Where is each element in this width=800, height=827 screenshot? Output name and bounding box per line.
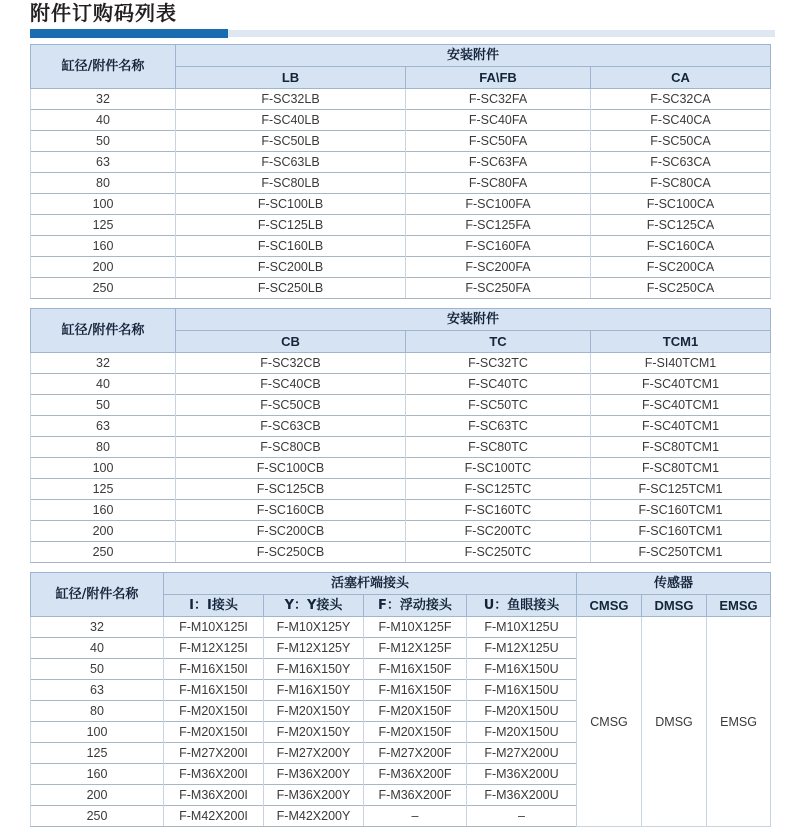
cell-bore-size: 32	[31, 353, 176, 374]
cell-order-code: F-SC200CB	[176, 521, 406, 542]
cell-order-code: F-SC160TCM1	[591, 521, 771, 542]
cell-bore-size: 63	[31, 416, 176, 437]
cell-bore-size: 50	[31, 395, 176, 416]
cell-order-code: F-M20X150F	[364, 701, 467, 722]
cell-bore-size: 125	[31, 479, 176, 500]
cell-order-code: F-SC250TCM1	[591, 542, 771, 563]
cell-order-code: F-SC125CA	[591, 215, 771, 236]
cell-order-code: F-M36X200F	[364, 785, 467, 806]
table-row	[31, 416, 771, 437]
column-group-header: 安装附件	[176, 45, 771, 67]
cell-order-code: F-SC100FA	[406, 194, 591, 215]
cell-order-code: F-M36X200Y	[264, 785, 364, 806]
column-header-lb: LB	[176, 67, 406, 89]
cell-order-code: F-SC40FA	[406, 110, 591, 131]
cell-order-code: F-M16X150F	[364, 659, 467, 680]
cell-order-code: F-SC40LB	[176, 110, 406, 131]
cell-bore-size: 80	[31, 701, 164, 722]
column-header-ca: CA	[591, 67, 771, 89]
cell-order-code: F-SC250FA	[406, 278, 591, 299]
cell-order-code: –	[467, 806, 577, 827]
cell-bore-size: 200	[31, 785, 164, 806]
table-row	[31, 479, 771, 500]
cell-order-code: F-SC40TC	[406, 374, 591, 395]
table-row	[31, 215, 771, 236]
cell-order-code: F-M27X200I	[164, 743, 264, 764]
column-header-joint-y: Y：Y接头	[264, 595, 364, 617]
cell-order-code: F-SC250LB	[176, 278, 406, 299]
table-row	[31, 500, 771, 521]
cell-bore-size: 63	[31, 152, 176, 173]
cell-bore-size: 80	[31, 173, 176, 194]
cell-order-code: F-M36X200I	[164, 785, 264, 806]
cell-order-code: F-M20X150I	[164, 722, 264, 743]
cell-bore-size: 160	[31, 500, 176, 521]
column-header-dmsg: DMSG	[642, 595, 707, 617]
cell-order-code: F-SC100LB	[176, 194, 406, 215]
cell-order-code: F-M10X125Y	[264, 617, 364, 638]
cell-order-code: F-M12X125U	[467, 638, 577, 659]
table-row	[31, 374, 771, 395]
table-spacer	[0, 299, 800, 308]
cell-order-code: F-SC125TC	[406, 479, 591, 500]
table-mounting-accessories-2	[30, 308, 771, 563]
cell-bore-size: 40	[31, 110, 176, 131]
cell-order-code: F-M16X150F	[364, 680, 467, 701]
cell-order-code: F-M16X150I	[164, 680, 264, 701]
cell-bore-size: 125	[31, 743, 164, 764]
cell-bore-size: 125	[31, 215, 176, 236]
cell-order-code: F-M20X150U	[467, 701, 577, 722]
cell-order-code: F-M12X125Y	[264, 638, 364, 659]
table-row	[31, 236, 771, 257]
cell-order-code: F-M20X150U	[467, 722, 577, 743]
table-row	[31, 458, 771, 479]
cell-order-code: F-SC160LB	[176, 236, 406, 257]
cell-order-code: F-M20X150Y	[264, 701, 364, 722]
cell-order-code: F-M36X200I	[164, 764, 264, 785]
cell-order-code: F-M36X200U	[467, 785, 577, 806]
cell-order-code: F-SC250CB	[176, 542, 406, 563]
cell-sensor-dmsg: DMSG	[642, 617, 707, 827]
cell-order-code: F-M12X125I	[164, 638, 264, 659]
cell-order-code: F-SC200CA	[591, 257, 771, 278]
table-body	[31, 353, 771, 563]
cell-order-code: F-SC200LB	[176, 257, 406, 278]
column-header-fa-fb: FA\FB	[406, 67, 591, 89]
cell-order-code: F-SC160TCM1	[591, 500, 771, 521]
cell-order-code: F-M16X150Y	[264, 659, 364, 680]
cell-order-code: F-SC40TCM1	[591, 374, 771, 395]
cell-order-code: F-M12X125F	[364, 638, 467, 659]
cell-order-code: F-M36X200F	[364, 764, 467, 785]
cell-order-code: F-M42X200I	[164, 806, 264, 827]
cell-order-code: F-SC32CA	[591, 89, 771, 110]
column-group-header-sensors: 传感器	[577, 573, 771, 595]
table-row	[31, 152, 771, 173]
column-header-joint-u: U：鱼眼接头	[467, 595, 577, 617]
cell-order-code: F-SC32LB	[176, 89, 406, 110]
cell-bore-size: 250	[31, 542, 176, 563]
cell-order-code: F-SC160CA	[591, 236, 771, 257]
cell-order-code: F-SC63TC	[406, 416, 591, 437]
table-rod-end-joints-and-sensors	[30, 572, 771, 827]
cell-order-code: F-SC63CA	[591, 152, 771, 173]
column-header-joint-f: F：浮动接头	[364, 595, 467, 617]
cell-order-code: F-SC50LB	[176, 131, 406, 152]
cell-order-code: F-M10X125U	[467, 617, 577, 638]
table-header-row	[31, 573, 771, 595]
cell-bore-size: 40	[31, 638, 164, 659]
cell-order-code: F-SC200TC	[406, 521, 591, 542]
cell-bore-size: 100	[31, 722, 164, 743]
cell-bore-size: 200	[31, 521, 176, 542]
table-row	[31, 278, 771, 299]
cell-order-code: F-SC40TCM1	[591, 395, 771, 416]
cell-order-code: F-SC63LB	[176, 152, 406, 173]
column-header-cb: CB	[176, 331, 406, 353]
table-body	[31, 617, 771, 827]
table-row	[31, 395, 771, 416]
table-row	[31, 194, 771, 215]
column-header-joint-i: I：I接头	[164, 595, 264, 617]
cell-order-code: F-M10X125F	[364, 617, 467, 638]
cell-order-code: F-SC32CB	[176, 353, 406, 374]
table-row	[31, 617, 771, 638]
cell-bore-size: 50	[31, 659, 164, 680]
cell-order-code: F-SC100CB	[176, 458, 406, 479]
cell-order-code: F-SC80FA	[406, 173, 591, 194]
table-mounting-accessories-1	[30, 44, 771, 299]
cell-order-code: F-M42X200Y	[264, 806, 364, 827]
cell-order-code: F-SC50CB	[176, 395, 406, 416]
cell-order-code: F-SC80TCM1	[591, 437, 771, 458]
cell-order-code: F-SC80LB	[176, 173, 406, 194]
table-row	[31, 542, 771, 563]
cell-order-code: F-M16X150Y	[264, 680, 364, 701]
cell-order-code: F-M27X200U	[467, 743, 577, 764]
column-header-tc: TC	[406, 331, 591, 353]
cell-sensor-emsg: EMSG	[707, 617, 771, 827]
cell-order-code: F-M36X200U	[467, 764, 577, 785]
cell-order-code: F-SC125LB	[176, 215, 406, 236]
cell-order-code: F-SC40CA	[591, 110, 771, 131]
table-row	[31, 353, 771, 374]
cell-order-code: F-M27X200F	[364, 743, 467, 764]
cell-order-code: –	[364, 806, 467, 827]
cell-bore-size: 160	[31, 236, 176, 257]
accent-blue-bar	[30, 29, 228, 38]
cell-bore-size: 250	[31, 806, 164, 827]
cell-order-code: F-SC160FA	[406, 236, 591, 257]
cell-bore-size: 100	[31, 458, 176, 479]
cell-bore-size: 100	[31, 194, 176, 215]
cell-order-code: F-M20X150F	[364, 722, 467, 743]
column-group-header: 安装附件	[176, 309, 771, 331]
column-header-cmsg: CMSG	[577, 595, 642, 617]
cell-bore-size: 32	[31, 617, 164, 638]
table-row	[31, 89, 771, 110]
cell-bore-size: 80	[31, 437, 176, 458]
cell-bore-size: 250	[31, 278, 176, 299]
cell-order-code: F-SC125CB	[176, 479, 406, 500]
cell-order-code: F-SC160CB	[176, 500, 406, 521]
table-row	[31, 110, 771, 131]
cell-order-code: F-SC50TC	[406, 395, 591, 416]
page-header	[0, 0, 800, 38]
cell-order-code: F-M10X125I	[164, 617, 264, 638]
cell-bore-size: 50	[31, 131, 176, 152]
cell-order-code: F-SC32TC	[406, 353, 591, 374]
cell-order-code: F-M16X150U	[467, 659, 577, 680]
cell-order-code: F-SC80TC	[406, 437, 591, 458]
cell-order-code: F-SC160TC	[406, 500, 591, 521]
cell-order-code: F-SC63FA	[406, 152, 591, 173]
table-row	[31, 257, 771, 278]
cell-order-code: F-SI40TCM1	[591, 353, 771, 374]
cell-order-code: F-M20X150I	[164, 701, 264, 722]
cell-bore-size: 160	[31, 764, 164, 785]
cell-order-code: F-SC63CB	[176, 416, 406, 437]
cell-order-code: F-SC40TCM1	[591, 416, 771, 437]
cell-order-code: F-SC80TCM1	[591, 458, 771, 479]
cell-order-code: F-SC80CB	[176, 437, 406, 458]
column-header-size: 缸径/附件名称	[31, 573, 164, 617]
cell-order-code: F-SC50FA	[406, 131, 591, 152]
cell-order-code: F-M20X150Y	[264, 722, 364, 743]
cell-order-code: F-SC200FA	[406, 257, 591, 278]
cell-order-code: F-M16X150U	[467, 680, 577, 701]
cell-order-code: F-SC100TC	[406, 458, 591, 479]
cell-order-code: F-SC32FA	[406, 89, 591, 110]
page-title: 附件订购码列表	[30, 1, 177, 25]
cell-bore-size: 63	[31, 680, 164, 701]
column-group-header-joints: 活塞杆端接头	[164, 573, 577, 595]
cell-order-code: F-M36X200Y	[264, 764, 364, 785]
table-row	[31, 437, 771, 458]
cell-bore-size: 40	[31, 374, 176, 395]
cell-order-code: F-SC250TC	[406, 542, 591, 563]
table-row	[31, 521, 771, 542]
table-header-row	[31, 45, 771, 67]
cell-order-code: F-M16X150I	[164, 659, 264, 680]
cell-order-code: F-SC100CA	[591, 194, 771, 215]
cell-sensor-cmsg: CMSG	[577, 617, 642, 827]
cell-order-code: F-SC125TCM1	[591, 479, 771, 500]
table-row	[31, 173, 771, 194]
column-header-size: 缸径/附件名称	[31, 309, 176, 353]
cell-order-code: F-SC250CA	[591, 278, 771, 299]
cell-bore-size: 32	[31, 89, 176, 110]
table-header-row	[31, 309, 771, 331]
table-row	[31, 131, 771, 152]
title-accent-rule	[30, 29, 775, 38]
column-header-tcm1: TCM1	[591, 331, 771, 353]
column-header-size: 缸径/附件名称	[31, 45, 176, 89]
cell-order-code: F-SC40CB	[176, 374, 406, 395]
column-header-emsg: EMSG	[707, 595, 771, 617]
cell-order-code: F-SC50CA	[591, 131, 771, 152]
cell-order-code: F-M27X200Y	[264, 743, 364, 764]
cell-order-code: F-SC125FA	[406, 215, 591, 236]
table-spacer	[0, 563, 800, 572]
cell-order-code: F-SC80CA	[591, 173, 771, 194]
table-body	[31, 89, 771, 299]
cell-bore-size: 200	[31, 257, 176, 278]
